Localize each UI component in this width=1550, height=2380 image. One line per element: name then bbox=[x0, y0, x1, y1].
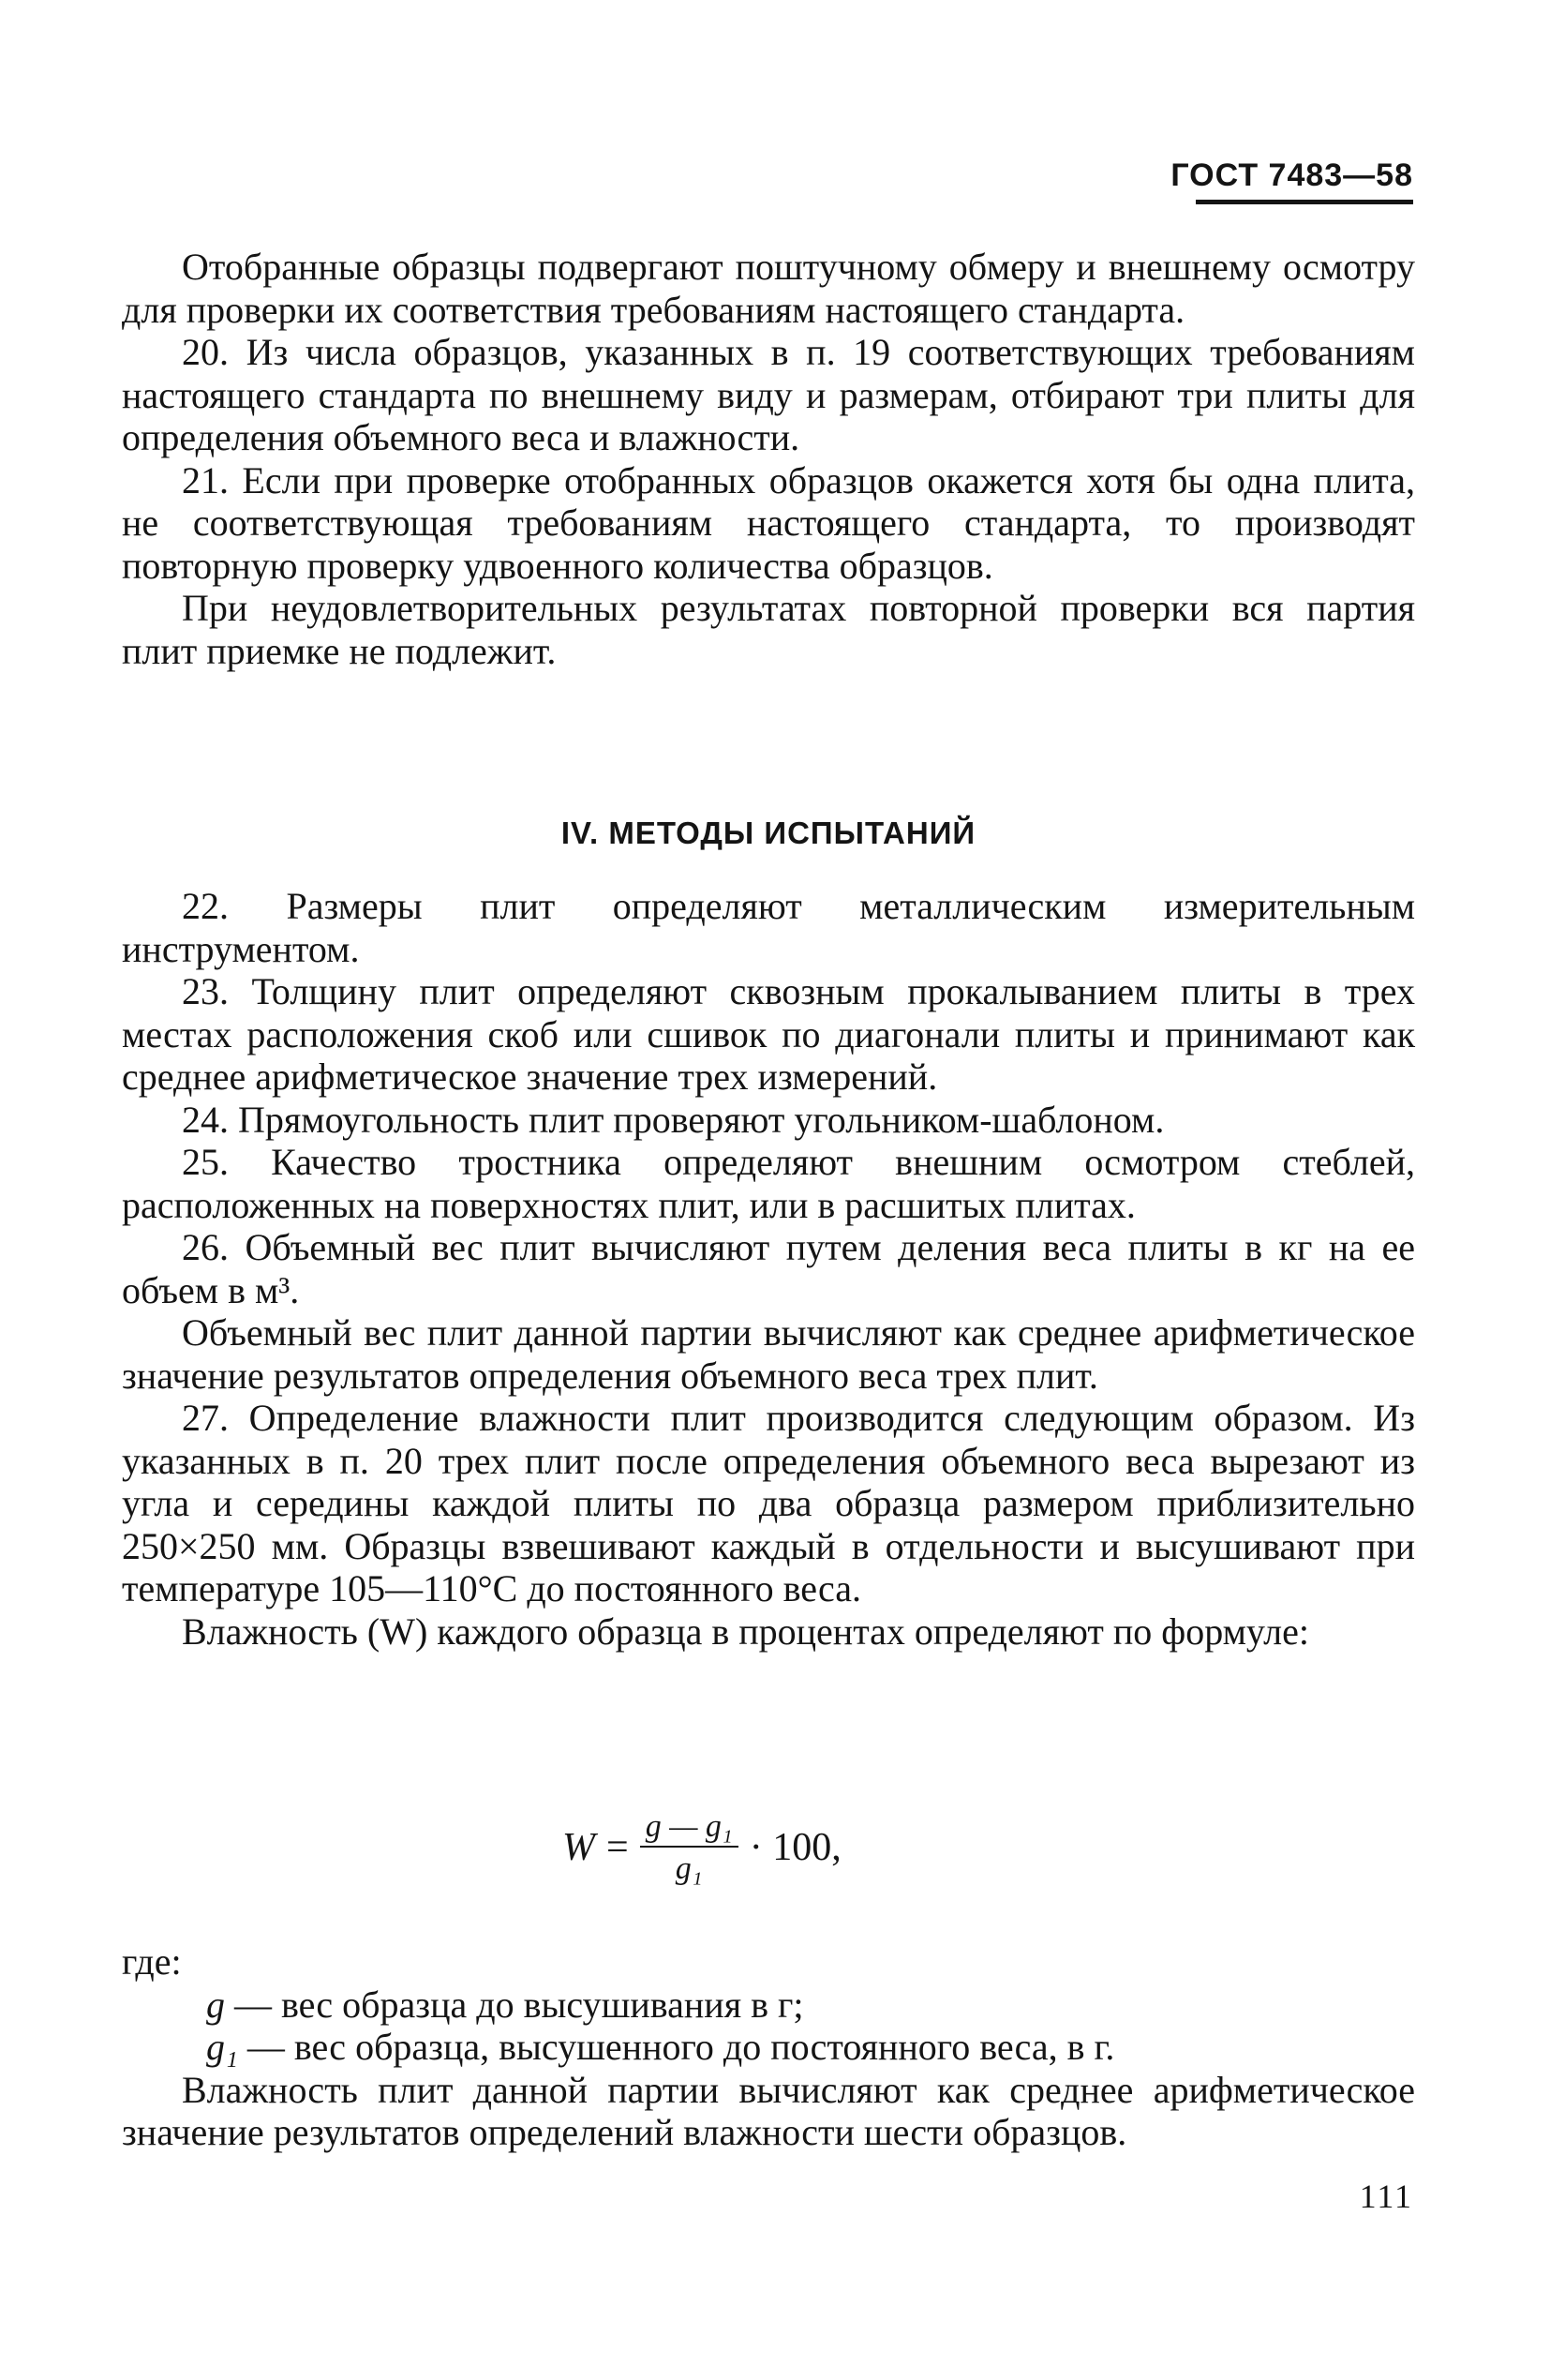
paragraph-inspection: Отобранные образцы подвергают поштучному обмеру и внешнему осмотру для проверки их соответствия требованиям настоящего стандарта. bbox=[122, 246, 1415, 331]
section-iii-continuation bbox=[122, 246, 1415, 672]
definition-symbol: g₁ bbox=[206, 2026, 238, 2068]
paragraph-22: 22. Размеры плит определяют металлическим измерительным инструментом. bbox=[122, 885, 1415, 970]
formula-equals: = bbox=[606, 1826, 629, 1870]
paragraph-rejection: При неудовлетворительных результатах повторной проверки вся партия плит приемке не подлежит. bbox=[122, 587, 1415, 672]
section-heading-block bbox=[122, 812, 1415, 855]
page-number: 111 bbox=[1359, 2178, 1413, 2215]
formula-definitions bbox=[122, 1940, 1415, 2154]
paragraph-closing: Влажность плит данной партии вычисляют как среднее арифметическое значение результатов определений влажности шести образцов. bbox=[122, 2068, 1415, 2153]
definition-g1 bbox=[122, 2026, 1415, 2069]
paragraph-20: 20. Из числа образцов, указанных в п. 19 соответствующих требованиям настоящего стандарта по внешнему виду и размерам, отбирают три плиты для определения объемного веса и влажности. bbox=[122, 331, 1415, 458]
section-iv-body bbox=[122, 885, 1415, 1653]
definition-symbol: g bbox=[206, 1983, 225, 2026]
paragraph-26: 26. Объемный вес плит вычисляют путем деления веса плиты в кг на ее объем в м³. bbox=[122, 1226, 1415, 1311]
formula-lhs: W bbox=[562, 1826, 595, 1870]
definition-text: — вес образца, высушенного до постоянного веса, в г. bbox=[237, 2026, 1115, 2068]
paragraph-23: 23. Толщину плит определяют сквозным прокалыванием плиты в трех местах расположения скоб или сшивок по диагонали плиты и принимают как среднее арифметическое значение трех измерений. bbox=[122, 970, 1415, 1098]
paragraph-25: 25. Качество тростника определяют внешним осмотром стеблей, расположенных на поверхностях плит, или в расшитых плитах. bbox=[122, 1141, 1415, 1226]
section-title: IV. МЕТОДЫ ИСПЫТАНИЙ bbox=[560, 816, 976, 850]
formula-tail: · 100, bbox=[749, 1826, 842, 1870]
formula-fraction bbox=[640, 1809, 738, 1887]
standard-number: ГОСТ 7483—58 bbox=[1170, 157, 1413, 193]
formula-denominator: g₁ bbox=[675, 1851, 703, 1887]
paragraph-24: 24. Прямоугольность плит проверяют угольником-шаблоном. bbox=[182, 1098, 1165, 1141]
moisture-formula bbox=[562, 1809, 842, 1887]
header-rule bbox=[1196, 200, 1413, 204]
paragraph-moisture-formula-intro: Влажность (W) каждого образца в процентах определяют по формуле: bbox=[182, 1609, 1309, 1653]
definition-g bbox=[122, 1983, 1415, 2027]
paragraph-26-volume-weight: Объемный вес плит данной партии вычисляют как среднее арифметическое значение результатов определения объемного веса трех плит. bbox=[122, 1311, 1415, 1397]
formula-numerator: g — g₁ bbox=[640, 1809, 738, 1848]
paragraph-21: 21. Если при проверке отобранных образцов окажется хотя бы одна плита, не соответствующая требованиям настоящего стандарта, то производят повторную проверку удвоенного количества образцов. bbox=[122, 458, 1415, 587]
where-label: где: bbox=[122, 1940, 182, 1983]
standard-header bbox=[1170, 157, 1413, 204]
paragraph-27: 27. Определение влажности плит производится следующим образом. Из указанных в п. 20 трех плит после определения объемного веса вырезают из угла и середины каждой плиты по два образца размером приблизительно 250×250 мм. Образцы взвешивают каждый в отдельности и высушивают при температуре 105—110°С до постоянного веса. bbox=[122, 1397, 1415, 1609]
definition-text: — вес образца до высушивания в г; bbox=[225, 1983, 804, 2026]
